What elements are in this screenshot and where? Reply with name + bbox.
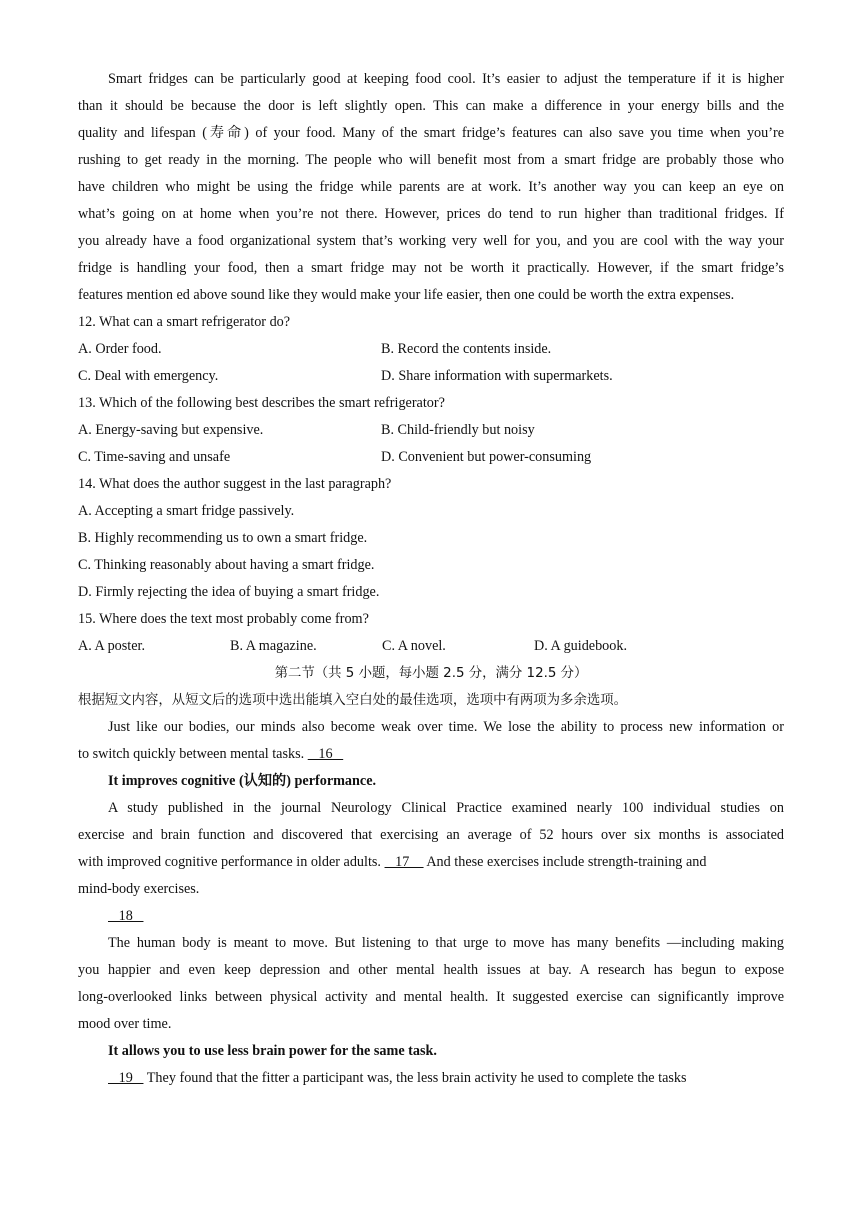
section-instruction: 根据短文内容，从短文后的选项中选出能填入空白处的最佳选项，选项中有两项为多余选项。 (78, 693, 628, 708)
passage-line: features mention ed above sound like they would make your life easier, then one could be worth the extra expenses. (78, 287, 735, 303)
question-15 (78, 606, 784, 660)
subheading: It improves cognitive (认知的) performance. (108, 773, 377, 789)
blank-18[interactable]: 18 (108, 908, 144, 924)
passage-line: you already have a food organizational system that’s working very well for you, and you are cool with the way your (78, 233, 784, 249)
blank-16[interactable]: 16 (307, 746, 344, 762)
passage-line: Just like our bodies, our minds also become weak over time. We lose the ability to process new information or (108, 719, 784, 735)
option-b: B. Highly recommending us to own a smart fridge. (78, 530, 368, 546)
question-14 (78, 471, 784, 606)
passage-d-paragraph-1 (78, 714, 784, 768)
option-d: D. A guidebook. (534, 638, 628, 654)
question-stem: 12. What can a smart refrigerator do? (78, 314, 291, 330)
passage-line: exercise and brain function and discovered that exercising an average of 52 hours over six months is associated (78, 827, 784, 843)
passage-line: Smart fridges can be particularly good at keeping food cool. It’s easier to adjust the temperature if it is higher (108, 71, 784, 87)
question-12 (78, 309, 784, 390)
passage-line: with improved cognitive performance in older adults. (78, 854, 381, 870)
option-c: C. A novel. (382, 638, 446, 654)
passage-d-paragraph-4 (78, 1065, 784, 1092)
passage-line: rushing to get ready in the morning. The people who will benefit most from a smart fridge are probably those who (78, 152, 784, 168)
question-stem: 15. Where does the text most probably come from? (78, 611, 369, 627)
question-stem: 13. Which of the following best describes the smart refrigerator? (78, 395, 445, 411)
option-b: B. Record the contents inside. (381, 341, 552, 357)
option-b: B. A magazine. (230, 638, 317, 654)
passage-line: to switch quickly between mental tasks. (78, 746, 305, 762)
passage-line: quality and lifespan (寿命) of your food. Many of the smart fridge’s features can also save you time when you’re (78, 125, 784, 141)
passage-line: long-overlooked links between physical activity and mental health. It suggested exercise can significantly improve (78, 989, 784, 1005)
option-a: A. A poster. (78, 638, 146, 654)
passage-line: They found that the fitter a participant was, the less brain activity he used to complete the tasks (146, 1070, 687, 1086)
passage-d-paragraph-3 (78, 930, 784, 1038)
option-b: B. Child-friendly but noisy (381, 422, 535, 438)
blank-17[interactable]: 17 (384, 854, 424, 870)
passage-line: A study published in the journal Neurology Clinical Practice examined nearly 100 individual studies on (108, 800, 784, 816)
option-d: D. Firmly rejecting the idea of buying a smart fridge. (78, 584, 380, 600)
passage-d-paragraph-2 (78, 795, 784, 903)
subheading: It allows you to use less brain power for the same task. (108, 1043, 437, 1059)
section-title: 第二节（共 5 小题，每小题 2.5 分，满分 12.5 分） (274, 666, 588, 681)
passage-line: you happier and even keep depression and other mental health issues at bay. A research has begun to expose (78, 962, 784, 978)
option-d: D. Share information with supermarkets. (381, 368, 613, 384)
passage-line: mind-body exercises. (78, 881, 200, 897)
passage-line: have children who might be using the fridge while parents are at work. It’s another way you can keep an eye on (78, 179, 784, 195)
passage-line: mood over time. (78, 1016, 172, 1032)
passage-line: than it should be because the door is left slightly open. This can make a difference in your energy bills and the (78, 98, 784, 114)
option-c: C. Thinking reasonably about having a smart fridge. (78, 557, 375, 573)
passage-line: fridge is handling your food, then a smart fridge may not be worth it practically. However, if the smart fridge’s (78, 260, 784, 276)
option-c: C. Time-saving and unsafe (78, 449, 231, 465)
passage-paragraph (78, 66, 784, 309)
option-a: A. Energy-saving but expensive. (78, 422, 264, 438)
passage-line: And these exercises include strength-training and (426, 854, 707, 870)
question-13 (78, 390, 784, 471)
option-a: A. Accepting a smart fridge passively. (78, 503, 295, 519)
passage-line: The human body is meant to move. But listening to that urge to move has many benefits —including making (108, 935, 784, 951)
option-a: A. Order food. (78, 341, 162, 357)
option-d: D. Convenient but power-consuming (381, 449, 592, 465)
document-page (78, 66, 784, 1092)
option-c: C. Deal with emergency. (78, 368, 219, 384)
question-stem: 14. What does the author suggest in the last paragraph? (78, 476, 392, 492)
blank-19[interactable]: 19 (108, 1070, 144, 1086)
passage-line: what’s going on at home when you’re not there. However, prices do tend to run higher than traditional fridges. If (78, 206, 784, 222)
